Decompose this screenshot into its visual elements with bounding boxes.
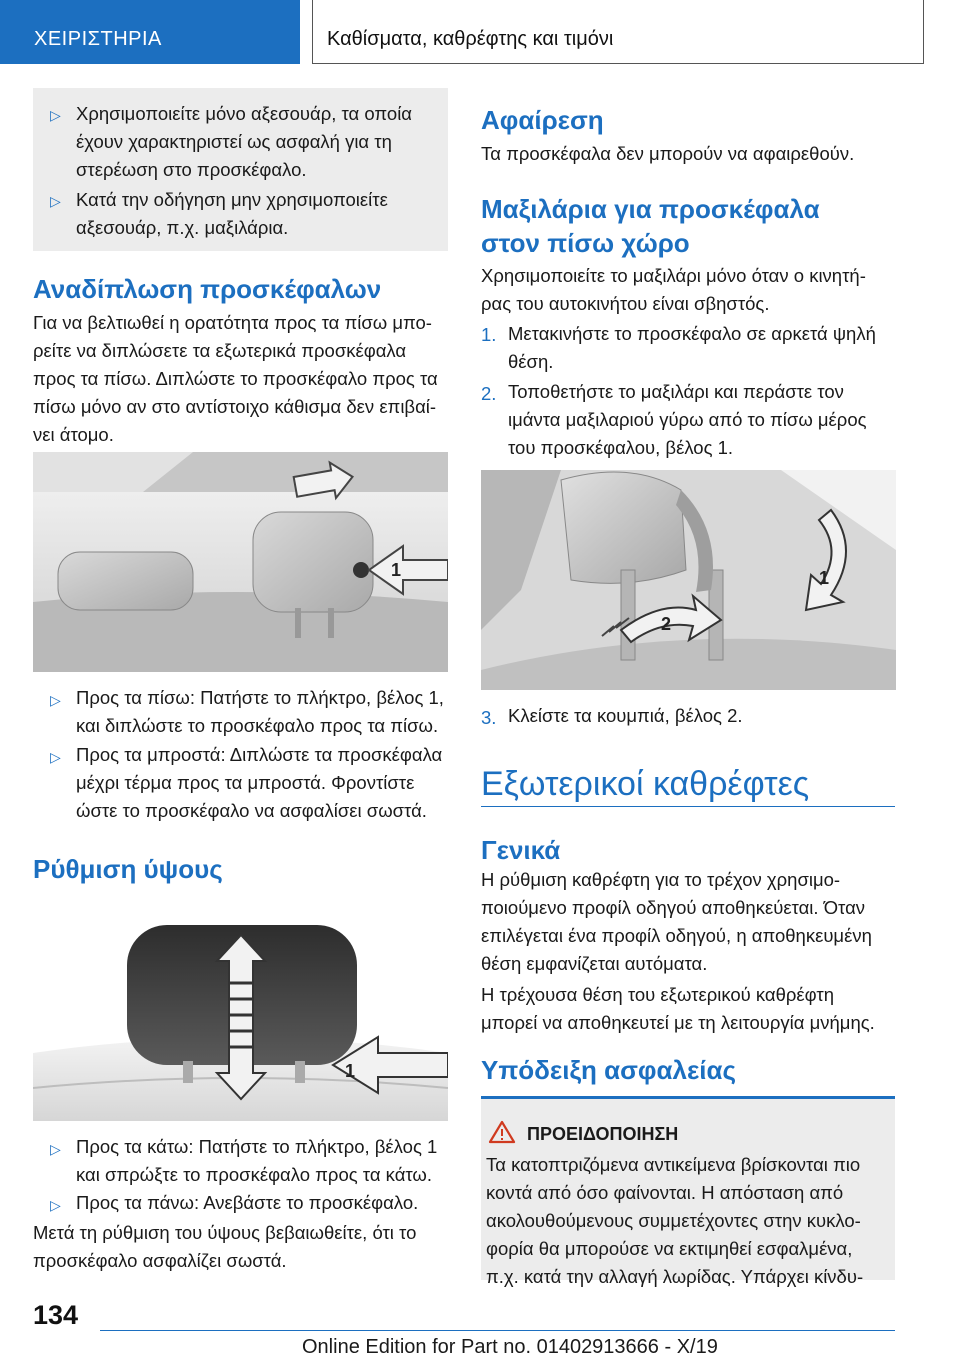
fold-bullet-1 [76,684,444,740]
step-2 [508,378,867,462]
general-p1-line: θέση εμφανίζεται αυτόματα. [481,953,708,974]
warning-text-line: κοντά από όσο φαίνονται. Η απόσταση από [486,1182,844,1203]
figure-headrest-fold [33,452,448,672]
pillow-text-line: Χρησιμοποιείτε το μαξιλάρι μόνο όταν ο κινητή- [481,265,866,286]
fold-text-line: προς τα πίσω. Διπλώστε το προσκέφαλο προς τα [33,368,438,389]
section-tab [0,0,300,64]
fold-bullet-1-line: και διπλώστε το προσκέφαλο προς τα πίσω. [76,715,439,736]
fold-bullet-1-line: Προς τα πίσω: Πατήστε το πλήκτρο, βέλος 1, [76,687,444,708]
step-2-line: Τοποθετήστε το μαξιλάρι και περάστε τον [508,381,844,402]
general-p1-line: ποιούμενο προφίλ οδηγού αποθηκεύεται. Όταν [481,897,866,918]
warning-text-line: Τα κατοπτριζόμενα αντικείμενα βρίσκονται πιο [486,1154,861,1175]
pillow-heading [481,192,820,260]
general-p2-line: Η τρέχουσα θέση του εξωτερικού καθρέφτη [481,984,835,1005]
note-2 [76,186,388,242]
note-1-line: Χρησιμοποιείτε μόνο αξεσουάρ, τα οποία [76,103,412,124]
warning-text-line: φορία θα μπορούσε να εκτιμηθεί εσφαλμένα, [486,1238,853,1259]
note-1-line: έχουν χαρακτηριστεί ως ασφαλή για τη [76,131,392,152]
general-p1 [481,866,872,978]
warning-title: ΠΡΟΕΙΔΟΠΟΙΗΣΗ [527,1124,679,1144]
figure-headrest-height [33,903,448,1121]
height-bullet-2-line: Προς τα πάνω: Ανεβάστε το προσκέφαλο. [76,1192,419,1213]
after-text [33,1219,416,1275]
step-number: 1. [481,324,497,345]
height-bullet-1-line: και σπρώξτε το προσκέφαλο προς τα κάτω. [76,1164,433,1185]
height-bullet-1 [76,1133,437,1189]
page-number: 134 [33,1300,79,1330]
triangle-bullet-icon: ▷ [50,1141,61,1157]
figure-pillow [481,470,896,690]
remove-text: Τα προσκέφαλα δεν μπορούν να αφαιρεθούν. [481,143,855,164]
fold-heading: Αναδίπλωση προσκέφαλων [33,274,382,304]
step-3-line: Κλείστε τα κουμπιά, βέλος 2. [508,705,743,726]
triangle-bullet-icon: ▷ [50,107,61,123]
heading-rule [481,806,895,807]
step-1-line: Μετακινήστε το προσκέφαλο σε αρκετά ψηλή [508,323,876,344]
fold-text [33,309,438,449]
note-2-line: Κατά την οδήγηση μην χρησιμοποιείτε [76,189,388,210]
height-bullet-2 [76,1189,418,1217]
step-3 [508,702,743,730]
triangle-bullet-icon: ▷ [50,193,61,209]
fold-bullet-2-line: ώστε το προσκέφαλο να ασφαλίσει σωστά. [76,800,427,821]
triangle-bullet-icon: ▷ [50,1197,61,1213]
footer-rule [100,1330,895,1331]
height-bullet-1-line: Προς τα κάτω: Πατήστε το πλήκτρο, βέλος 1 [76,1136,438,1157]
fig1-label: 1 [391,560,402,580]
fold-text-line: νει άτομο. [33,424,114,445]
safety-heading: Υπόδειξη ασφαλείας [481,1055,737,1085]
step-number: 2. [481,383,497,404]
step-2-line: του προσκέφαλου, βέλος 1. [508,437,734,458]
step-number: 3. [481,707,497,728]
pillow-text [481,262,866,318]
step-1 [508,320,876,376]
fold-bullet-2-line: μέχρι τέρμα προς τα μπροστά. Φροντίστε [76,772,415,793]
general-heading: Γενικά [481,835,561,865]
fold-text-line: ρείτε να διπλώσετε τα εξωτερικά προσκέφαλα [33,340,407,361]
fold-text-line: πίσω μόνο αν στο αντίστοιχο κάθισμα δεν επιβαί- [33,396,437,417]
pillow-heading-line: στον πίσω χώρο [481,228,690,258]
triangle-bullet-icon: ▷ [50,692,61,708]
note-1-line: στερέωση στο προσκέφαλο. [76,159,307,180]
chapter-tab [312,0,924,64]
fig2-label: 1 [345,1061,356,1081]
note-2-line: αξεσουάρ, π.χ. μαξιλάρια. [76,217,289,238]
height-heading: Ρύθμιση ύψους [33,854,223,884]
after-text-line: προσκέφαλο ασφαλίζει σωστά. [33,1250,287,1271]
warning-text-line: ακολουθούμενους συμμετέχοντες στην κυκλο- [486,1210,861,1231]
general-p2-line: μπορεί να αποθηκευτεί με τη λειτουργία μνήμης. [481,1012,875,1033]
remove-heading: Αφαίρεση [481,105,604,135]
general-p2 [481,981,875,1037]
warning-text-line: π.χ. κατά την αλλαγή λωρίδας. Υπάρχει κίνδυ- [486,1266,864,1287]
step-1-line: θέση. [508,351,554,372]
section-title: ΧΕΙΡΙΣΤΗΡΙΑ [34,28,162,50]
step-2-line: ιμάντα μαξιλαριού γύρω από το πίσω μέρος [508,409,867,430]
fig3-label-2: 2 [661,614,672,634]
fold-bullet-2 [76,741,442,825]
general-p1-line: επιλέγεται ένα προφίλ οδηγού, η αποθηκευμένη [481,925,872,946]
triangle-bullet-icon: ▷ [50,749,61,765]
fold-text-line: Για να βελτιωθεί η ορατότητα προς τα πίσω μπο- [33,312,432,333]
mirrors-heading: Εξωτερικοί καθρέφτες [481,765,810,803]
general-p1-line: Η ρύθμιση καθρέφτη για το τρέχον χρησιμο- [481,869,841,890]
warning-triangle-icon [488,1120,516,1144]
chapter-title: Καθίσματα, καθρέφτης και τιμόνι [327,28,614,50]
pillow-heading-line: Μαξιλάρια για προσκέφαλα [481,194,820,224]
pillow-text-line: ρας του αυτοκινήτου είναι σβηστός. [481,293,770,314]
fig3-label-1: 1 [819,568,830,588]
after-text-line: Μετά τη ρύθμιση του ύψους βεβαιωθείτε, ότι το [33,1222,417,1243]
fold-bullet-2-line: Προς τα μπροστά: Διπλώστε τα προσκέφαλα [76,744,443,765]
warning-text [486,1151,863,1291]
note-1 [76,100,412,184]
footer-edition: Online Edition for Part no. 01402913666 - X/19 [302,1336,718,1358]
